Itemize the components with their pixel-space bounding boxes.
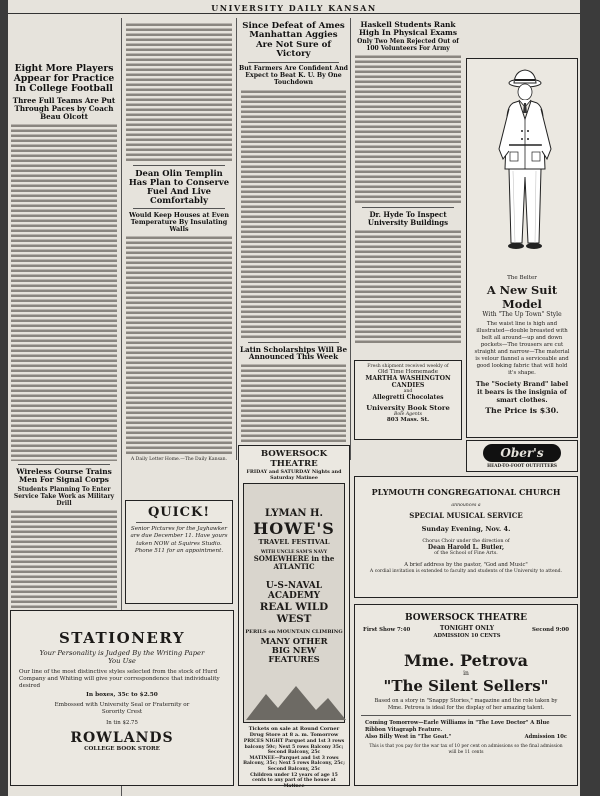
showtimes-row <box>361 625 571 645</box>
ad-tickets: Tickets on sale at Round Corner Drug Store at 8 a. m. Tomorrow <box>248 726 340 738</box>
ad-address: 803 Mass. St. <box>386 417 430 423</box>
ad-second-show: Second 9:00 <box>531 627 569 633</box>
ad-subhead: With "The Up Town" Style <box>482 311 562 318</box>
ad-also: Also Billy West in "The Goat." <box>365 734 452 741</box>
ad-matinee: MATINEE—Parquet and 1st 3 rows Balcony, 35c; Next 5 rows Balcony, 25c; Second Balcony, 25c <box>243 755 345 772</box>
ad-bowersock-howe <box>238 445 350 789</box>
ad-theatre-sub: FRIDAY and SATURDAY Nights and Saturday Matinee <box>246 469 342 481</box>
obers-logo-sub: HEAD-TO-FOOT OUTFITTERS <box>487 463 557 468</box>
ad-quick-body: Senior Pictures for the Jayhawker are due December 11. Have yours taken NOW at Squires Studio. Phone 511 for an appointment. <box>130 526 228 555</box>
ad-also-admission: Admission 10c <box>524 734 567 741</box>
man-in-suit-illustration <box>467 59 579 259</box>
ad-film-desc: Based on a story in "Snappy Stories," magazine and the role taken by Mme. Petrova is ideal for the display of her amazing talent. <box>374 698 558 711</box>
ad-quick-title: QUICK! <box>147 505 211 520</box>
church-date: Sunday Evening, Nov. 4. <box>421 525 511 533</box>
ad-text: Old Time Homemade <box>377 369 439 375</box>
ad-children: Children under 12 years of age 15 cents to any part of the house at Matinee <box>250 772 338 789</box>
ad-headline: A New Suit Model <box>486 283 558 311</box>
ad-obers-logo <box>466 440 578 472</box>
poster-line: WITH UNCLE SAM'S NAVY <box>260 550 328 555</box>
subhead-templin: Would Keep Houses at Even Temperature By Insulating Walls <box>129 211 229 234</box>
poster-line: SOMEWHERE in the ATLANTIC <box>253 554 335 571</box>
obers-logo: Ober's <box>483 444 561 462</box>
ad-text: Bole Agents <box>394 412 422 417</box>
church-title: PLYMOUTH CONGREGATIONAL CHURCH <box>371 487 561 497</box>
column-2 <box>123 18 235 463</box>
article-body-football <box>11 123 117 461</box>
ad-tonight: TONIGHT ONLY <box>439 625 495 632</box>
church-director: Dean Harold L. Butler, <box>427 544 505 551</box>
ad-stationery <box>10 610 234 786</box>
article-body-latin <box>241 363 346 443</box>
ad-bowersock-petrova <box>354 604 578 786</box>
church-text: A brief address by the pastor, "God and Music" <box>404 562 528 568</box>
poster-line: LYMAN H. <box>265 508 323 519</box>
ad-body: The waist line is high and illustrated—double breasted with belt all around—up and down pockets—The trousers are cut straight and narrow—The material is velour flannel a serviceable and good looking fabric that will hold it's shape. <box>474 321 570 376</box>
subhead-wireless: Students Planning To Enter Service Take Work as Military Drill <box>13 485 115 507</box>
article-body-hyde <box>355 229 461 345</box>
howe-poster <box>243 483 345 723</box>
ad-prices: PRICES NIGHT Parquet and 1st 3 rows balcony 50c; Next 5 rows Balcony 35c; Second Balcony, 25c <box>243 739 345 756</box>
ad-also-row <box>365 734 567 742</box>
ad-film-title: "The Silent Sellers" <box>383 677 549 695</box>
church-text: announces a <box>451 503 481 508</box>
headline-haskell: Haskell Students Rank High In Physical Exams <box>359 20 457 37</box>
ad-first-show: First Show 7:40 <box>363 627 411 633</box>
ad-obers-suit <box>466 58 578 438</box>
ad-star: Mme. Petrova <box>404 651 528 670</box>
ad-martha-washington <box>354 360 462 440</box>
ad-store-sub: COLLEGE BOOK STORE <box>84 745 160 752</box>
poster-line: TRAVEL FESTIVAL <box>258 538 330 546</box>
ad-store-name: ROWLANDS <box>70 729 174 746</box>
ad-text: Fresh shipment received weekly of <box>367 364 449 369</box>
ad-stationery-price: In tin $2.75 <box>106 719 138 726</box>
subhead-football: Three Full Teams Are Put Through Paces by Coach Beau Olcott <box>12 95 116 121</box>
headline-football: Eight More Players Appear for Practice In College Football <box>13 63 115 94</box>
ad-quick-pictures <box>125 500 233 604</box>
ad-stationery-range: In boxes, 35c to $2.50 <box>86 691 158 698</box>
ad-stationery-title: STATIONERY <box>58 629 186 647</box>
ad-plymouth-church <box>354 476 578 598</box>
ad-theatre-title: BOWERSOCK THEATRE <box>260 449 328 469</box>
church-text: of the School of Fine Arts. <box>434 551 498 556</box>
column-rule <box>236 18 237 460</box>
article-body-haskell <box>355 54 461 204</box>
ad-stationery-body: Our line of the most distinctive styles selected from the stock of Hurd Company and Whiting will give your correspondence that individuality desired <box>19 668 220 689</box>
headline-wireless: Wireless Course Trains Men For Signal Corps <box>16 466 112 484</box>
subhead-ames: But Farmers Are Confident And Expect to Beat K. U. By One Touchdown <box>238 65 349 86</box>
ad-store-name: University Book Store <box>366 404 450 412</box>
ad-stationery-tagline: Your Personality is Judged By the Writing Paper You Use <box>39 649 205 666</box>
ad-in: in <box>463 670 469 677</box>
poster-line: PERILS on MOUNTAIN CLIMBING <box>245 629 343 635</box>
headline-ames: Since Defeat of Ames Manhattan Aggies Are Not Sure of Victory <box>242 21 345 59</box>
masthead-title: UNIVERSITY DAILY KANSAN <box>211 3 377 13</box>
headline-latin: Latin Scholarships Will Be Announced This Week <box>239 344 348 362</box>
poster-line: U-S-NAVAL ACADEMY <box>265 581 323 601</box>
column-rule <box>350 18 351 460</box>
ad-text: Allegretti Chocolates <box>372 394 444 401</box>
masthead <box>8 2 580 14</box>
poster-line: MANY OTHER BIG NEW FEATURES <box>260 636 328 664</box>
ad-brand-line: The "Society Brand" label it bears is the insignia of smart clothes. <box>475 380 569 404</box>
ad-price: The Price is $30. <box>485 406 559 415</box>
article-body-templin <box>126 235 232 455</box>
church-text: Chorus Choir under the direction of <box>422 539 510 544</box>
mountain-icon <box>246 680 346 720</box>
credit-line: A Daily Letter Home.—The Daily Kansan. <box>130 457 228 463</box>
church-service: SPECIAL MUSICAL SERVICE <box>409 511 523 520</box>
ad-theatre-title: BOWERSOCK THEATRE <box>404 613 528 623</box>
ad-text: and <box>403 389 413 394</box>
ad-coming: Coming Tomorrow—Earle Williams in "The Love Doctor" A Blue Ribbon Vitagraph Feature. <box>365 720 550 733</box>
headline-templin: Dean Olin Templin Has Plan to Conserve Fuel And Live Comfortably <box>128 168 230 206</box>
ad-tax: This is that you pay for the war tax of 10 per cent on admissions so the final admission will be 11 cents <box>369 744 563 755</box>
church-text: A cordial invitation is extended to faculty and students of the University to attend. <box>369 569 563 574</box>
subhead-haskell: Only Two Men Rejected Out of 100 Volunteers For Army <box>357 37 459 52</box>
poster-line: HOWE'S <box>253 519 335 538</box>
headline-hyde: Dr. Hyde To Inspect University Buildings <box>367 210 449 227</box>
article-body-ames <box>241 89 346 339</box>
ad-intro: The Belter <box>507 275 537 281</box>
ad-stationery-emboss: Embossed with University Seal or Fraternity or Sorority Crest <box>54 701 190 715</box>
column-3 <box>238 18 349 460</box>
newspaper-page <box>8 0 580 796</box>
poster-line: REAL WILD WEST <box>259 601 329 625</box>
article-body-continued <box>126 22 232 162</box>
ad-admission: ADMISSION 10 CENTS <box>433 633 501 639</box>
ad-text: MARTHA WASHINGTON CANDIES <box>365 375 451 389</box>
